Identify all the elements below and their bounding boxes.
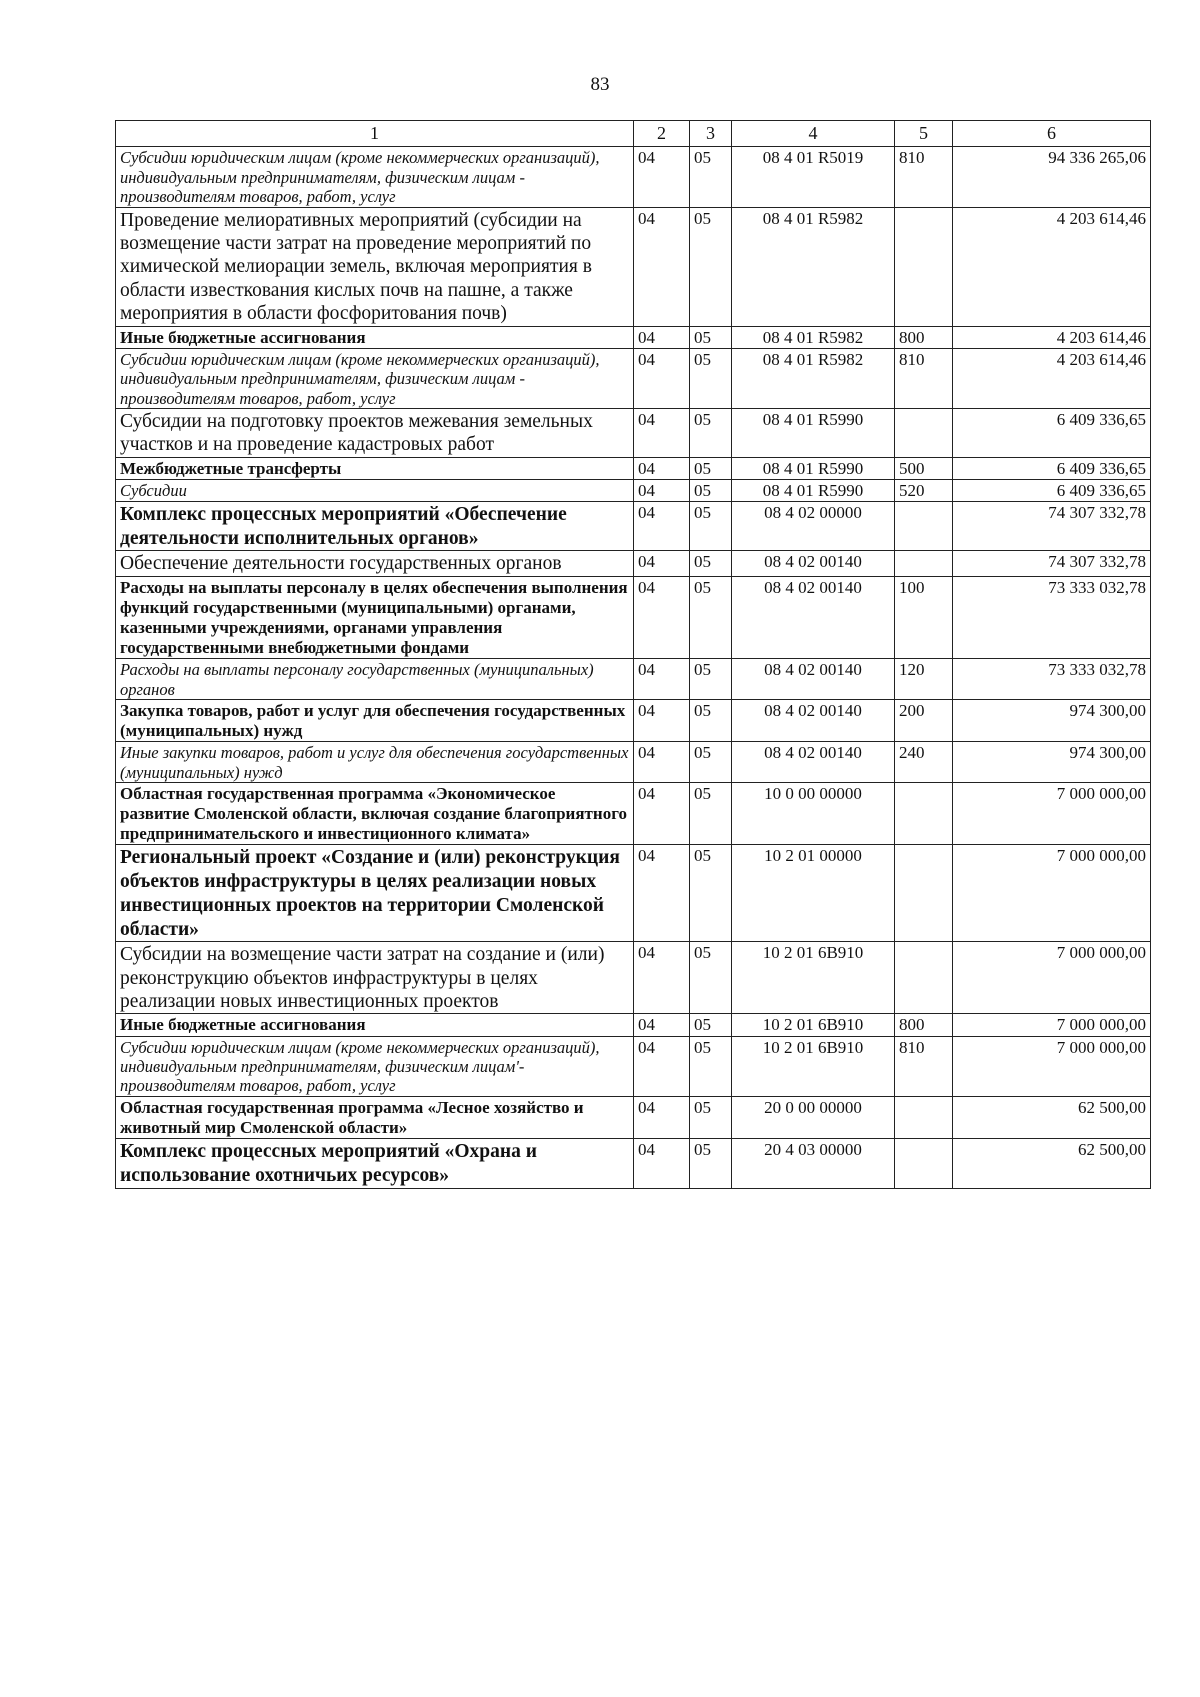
header-col-6: 6: [953, 121, 1151, 147]
table-row: [116, 942, 1151, 1014]
row-expense-type: [895, 783, 953, 845]
row-target-code: 08 4 01 R5019: [732, 147, 895, 207]
row-subsection: 05: [690, 1139, 732, 1189]
row-section: 04: [634, 1139, 690, 1189]
row-section: 04: [634, 501, 690, 551]
row-section: 04: [634, 942, 690, 1014]
row-target-code: 08 4 02 00140: [732, 700, 895, 742]
row-amount: 6 409 336,65: [953, 409, 1151, 458]
row-expense-type: 800: [895, 1014, 953, 1036]
row-target-code: 10 0 00 00000: [732, 783, 895, 845]
row-expense-type: [895, 942, 953, 1014]
row-expense-type: 520: [895, 479, 953, 501]
row-expense-type: 810: [895, 348, 953, 408]
row-amount: 7 000 000,00: [953, 1036, 1151, 1096]
row-name: Обеспечение деятельности государственных органов: [116, 551, 634, 576]
row-amount: 62 500,00: [953, 1096, 1151, 1138]
table-row: [116, 479, 1151, 501]
row-section: 04: [634, 457, 690, 479]
row-subsection: 05: [690, 700, 732, 742]
table-row: [116, 348, 1151, 408]
table-row: [116, 409, 1151, 458]
table-row: [116, 700, 1151, 742]
row-expense-type: 200: [895, 700, 953, 742]
row-subsection: 05: [690, 207, 732, 326]
row-target-code: 10 2 01 6В910: [732, 942, 895, 1014]
row-name: Субсидии юридическим лицам (кроме некоммерческих организаций), индивидуальным предпринимателям, физическим лицам'- производителям товаров, работ, услуг: [116, 1036, 634, 1096]
table-row: [116, 207, 1151, 326]
table-row: [116, 1139, 1151, 1189]
row-target-code: 20 4 03 00000: [732, 1139, 895, 1189]
row-expense-type: [895, 1096, 953, 1138]
row-subsection: 05: [690, 348, 732, 408]
row-subsection: 05: [690, 409, 732, 458]
row-amount: 7 000 000,00: [953, 845, 1151, 942]
row-target-code: 08 4 01 R5982: [732, 207, 895, 326]
row-subsection: 05: [690, 576, 732, 658]
row-target-code: 08 4 01 R5990: [732, 409, 895, 458]
row-expense-type: [895, 409, 953, 458]
row-name: Комплекс процессных мероприятий «Обеспечение деятельности исполнительных органов»: [116, 501, 634, 551]
row-expense-type: [895, 207, 953, 326]
header-col-5: 5: [895, 121, 953, 147]
row-target-code: 10 2 01 6В910: [732, 1014, 895, 1036]
row-amount: 7 000 000,00: [953, 942, 1151, 1014]
table-row: [116, 659, 1151, 700]
row-section: 04: [634, 479, 690, 501]
table-row: [116, 1096, 1151, 1138]
row-name: Межбюджетные трансферты: [116, 457, 634, 479]
row-subsection: 05: [690, 479, 732, 501]
row-target-code: 10 2 01 00000: [732, 845, 895, 942]
row-target-code: 08 4 02 00140: [732, 742, 895, 783]
row-subsection: 05: [690, 1096, 732, 1138]
row-target-code: 08 4 02 00140: [732, 551, 895, 576]
row-expense-type: 100: [895, 576, 953, 658]
row-name: Комплекс процессных мероприятий «Охрана и использование охотничьих ресурсов»: [116, 1139, 634, 1189]
row-section: 04: [634, 348, 690, 408]
row-expense-type: [895, 845, 953, 942]
row-subsection: 05: [690, 942, 732, 1014]
row-amount: 4 203 614,46: [953, 326, 1151, 348]
table-row: [116, 1036, 1151, 1096]
row-subsection: 05: [690, 742, 732, 783]
row-amount: 6 409 336,65: [953, 457, 1151, 479]
row-section: 04: [634, 551, 690, 576]
row-expense-type: 810: [895, 1036, 953, 1096]
row-name: Проведение мелиоративных мероприятий (субсидии на возмещение части затрат на проведение мероприятий по химической мелиорации земель, включая мероприятия в области известкования кислых почв на пашне, а также мероприятия в области фосфоритования почв): [116, 207, 634, 326]
row-expense-type: 500: [895, 457, 953, 479]
row-amount: 62 500,00: [953, 1139, 1151, 1189]
table-row: [116, 1014, 1151, 1036]
row-subsection: 05: [690, 501, 732, 551]
row-target-code: 10 2 01 6В910: [732, 1036, 895, 1096]
row-name: Иные бюджетные ассигнования: [116, 1014, 634, 1036]
row-amount: 74 307 332,78: [953, 551, 1151, 576]
row-expense-type: [895, 551, 953, 576]
row-section: 04: [634, 1096, 690, 1138]
row-target-code: 08 4 01 R5982: [732, 326, 895, 348]
table-row: [116, 551, 1151, 576]
row-subsection: 05: [690, 845, 732, 942]
row-section: 04: [634, 207, 690, 326]
row-section: 04: [634, 742, 690, 783]
row-section: 04: [634, 845, 690, 942]
row-name: Закупка товаров, работ и услуг для обеспечения государственных (муниципальных) нужд: [116, 700, 634, 742]
row-target-code: 08 4 01 R5990: [732, 457, 895, 479]
row-name: Субсидии на возмещение части затрат на создание и (или) реконструкцию объектов инфраструктуры в целях реализации новых инвестиционных проектов: [116, 942, 634, 1014]
row-section: 04: [634, 326, 690, 348]
row-amount: 74 307 332,78: [953, 501, 1151, 551]
row-target-code: 08 4 02 00140: [732, 576, 895, 658]
row-subsection: 05: [690, 326, 732, 348]
row-amount: 7 000 000,00: [953, 1014, 1151, 1036]
row-amount: 6 409 336,65: [953, 479, 1151, 501]
row-expense-type: 120: [895, 659, 953, 700]
row-subsection: 05: [690, 1036, 732, 1096]
row-amount: 73 333 032,78: [953, 659, 1151, 700]
row-section: 04: [634, 147, 690, 207]
row-target-code: 08 4 01 R5990: [732, 479, 895, 501]
row-section: 04: [634, 783, 690, 845]
row-subsection: 05: [690, 659, 732, 700]
row-section: 04: [634, 659, 690, 700]
row-target-code: 08 4 02 00000: [732, 501, 895, 551]
row-amount: 94 336 265,06: [953, 147, 1151, 207]
row-name: Областная государственная программа «Лесное хозяйство и животный мир Смоленской области»: [116, 1096, 634, 1138]
table-row: [116, 576, 1151, 658]
table-row: [116, 457, 1151, 479]
row-name: Расходы на выплаты персоналу государственных (муниципальных) органов: [116, 659, 634, 700]
row-name: Субсидии: [116, 479, 634, 501]
row-target-code: 20 0 00 00000: [732, 1096, 895, 1138]
row-name: Субсидии юридическим лицам (кроме некоммерческих организаций), индивидуальным предпринимателям, физическим лицам - производителям товаров, работ, услуг: [116, 348, 634, 408]
row-name: Субсидии юридическим лицам (кроме некоммерческих организаций), индивидуальным предпринимателям, физическим лицам - производителям товаров, работ, услуг: [116, 147, 634, 207]
row-amount: 974 300,00: [953, 742, 1151, 783]
row-expense-type: [895, 501, 953, 551]
row-name: Субсидии на подготовку проектов межевания земельных участков и на проведение кадастровых работ: [116, 409, 634, 458]
row-amount: 4 203 614,46: [953, 348, 1151, 408]
budget-table: [115, 120, 1151, 1189]
row-section: 04: [634, 576, 690, 658]
row-name: Иные закупки товаров, работ и услуг для обеспечения государственных (муниципальных) нужд: [116, 742, 634, 783]
table-row: [116, 326, 1151, 348]
row-name: Региональный проект «Создание и (или) реконструкция объектов инфраструктуры в целях реализации новых инвестиционных проектов на территории Смоленской области»: [116, 845, 634, 942]
row-section: 04: [634, 1036, 690, 1096]
row-subsection: 05: [690, 551, 732, 576]
row-name: Областная государственная программа «Экономическое развитие Смоленской области, включая создание благоприятного предпринимательского и инвестиционного климата»: [116, 783, 634, 845]
row-section: 04: [634, 700, 690, 742]
page-number: 83: [590, 74, 610, 95]
row-subsection: 05: [690, 1014, 732, 1036]
table-row: [116, 845, 1151, 942]
header-col-3: 3: [690, 121, 732, 147]
row-expense-type: [895, 1139, 953, 1189]
row-amount: 4 203 614,46: [953, 207, 1151, 326]
row-amount: 73 333 032,78: [953, 576, 1151, 658]
row-name: Иные бюджетные ассигнования: [116, 326, 634, 348]
table-row: [116, 783, 1151, 845]
row-expense-type: 810: [895, 147, 953, 207]
row-amount: 974 300,00: [953, 700, 1151, 742]
row-target-code: 08 4 01 R5982: [732, 348, 895, 408]
row-subsection: 05: [690, 783, 732, 845]
row-amount: 7 000 000,00: [953, 783, 1151, 845]
table-row: [116, 501, 1151, 551]
row-subsection: 05: [690, 457, 732, 479]
row-expense-type: 240: [895, 742, 953, 783]
row-name: Расходы на выплаты персоналу в целях обеспечения выполнения функций государственными (муниципальными) органами, казенными учреждениями, органами управления государственными внебюджетными фондами: [116, 576, 634, 658]
row-subsection: 05: [690, 147, 732, 207]
row-target-code: 08 4 02 00140: [732, 659, 895, 700]
row-section: 04: [634, 1014, 690, 1036]
table-row: [116, 147, 1151, 207]
table-row: [116, 742, 1151, 783]
header-col-4: 4: [732, 121, 895, 147]
row-expense-type: 800: [895, 326, 953, 348]
row-section: 04: [634, 409, 690, 458]
header-col-1: 1: [116, 121, 634, 147]
header-row: [116, 121, 1151, 147]
header-col-2: 2: [634, 121, 690, 147]
